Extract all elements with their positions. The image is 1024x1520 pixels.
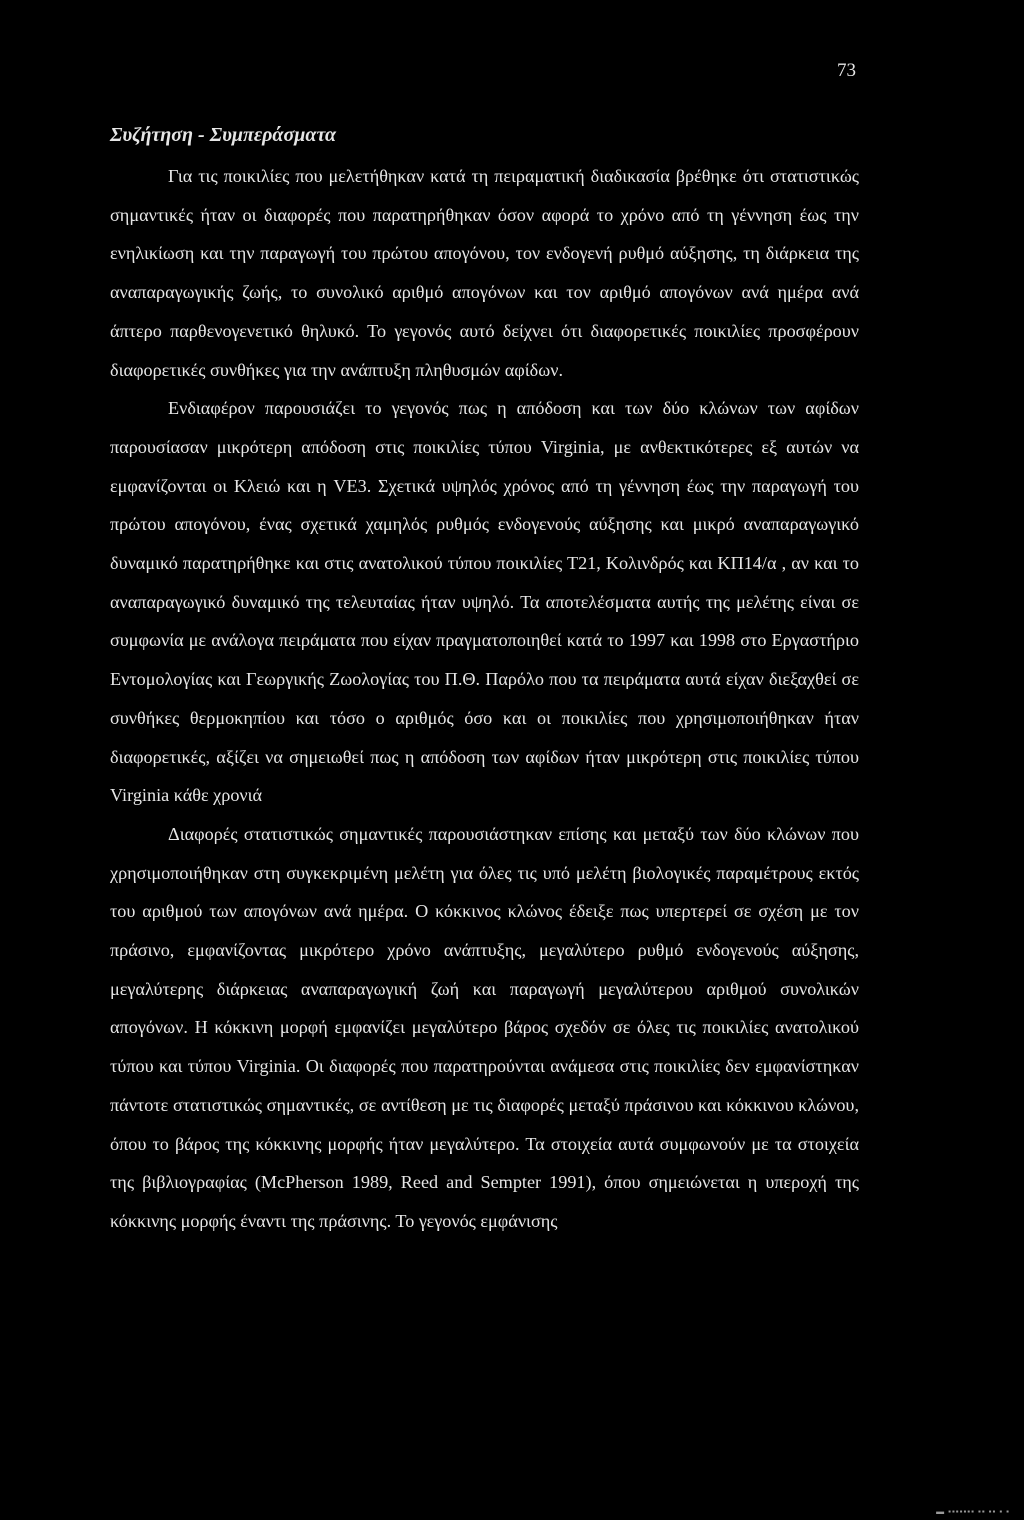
paragraph-3: Διαφορές στατιστικώς σημαντικές παρουσιάστηκαν επίσης και μεταξύ των δύο κλώνων που χρησιμοποιήθηκαν στη συγκεκριμένη μελέτη για όλες τις υπό μελέτη βιολογικές παραμέτρους εκτός του αριθμού των απογόνων ανά ημέρα. Ο κόκκινος κλώνος έδειξε πως υπερτερεί σε σχέση με τον πράσινο, εμφανίζοντας μικρότερο χρόνο ανάπτυξης, μεγαλύτερο ρυθμό ενδογενούς αύξησης, μεγαλύτερης διάρκειας αναπαραγωγική ζωή και παραγωγή μεγαλύτερου αριθμού συνολικών απογόνων. Η κόκκινη μορφή εμφανίζει μεγαλύτερο βάρος σχεδόν σε όλες τις ποικιλίες ανατολικού τύπου και τύπου Virginia. Οι διαφορές που παρατηρούνται ανάμεσα στις ποικιλίες δεν εμφανίστηκαν πάντοτε στατιστικώς σημαντικές, σε αντίθεση με τις διαφορές μεταξύ πράσινου και κόκκινου κλώνου, όπου το βάρος της κόκκινης μορφής ήταν μεγαλύτερο. Τα στοιχεία αυτά συμφωνούν με τα στοιχεία της βιβλιογραφίας (McPherson 1989, Reed and Sempter 1991), όπου σημειώνεται η υπεροχή της κόκκινης μορφής έναντι της πράσινης. Το γεγονός εμφάνισης	[110, 823, 859, 1231]
paragraph-2: Ενδιαφέρον παρουσιάζει το γεγονός πως η απόδοση και των δύο κλώνων των αφίδων παρουσίασαν μικρότερη απόδοση στις ποικιλίες τύπου Virginia, με ανθεκτικότερες εξ αυτών να εμφανίζονται οι Κλειώ και η VE3. Σχετικά υψηλός χρόνος από τη γέννηση έως την παραγωγή του πρώτου απογόνου, ένας σχετικά χαμηλός ρυθμός ενδογενούς αύξησης και μικρό αναπαραγωγικό δυναμικό παρατηρήθηκε και στις ανατολικού τύπου ποικιλίες Τ21, Κολινδρός και ΚΠ14/α , αν και το αναπαραγωγικό δυναμικό της τελευταίας ήταν υψηλό. Τα αποτελέσματα αυτής της μελέτης είναι σε συμφωνία με ανάλογα πειράματα που είχαν πραγματοποιηθεί κατά το 1997 και 1998 στο Εργαστήριο Εντομολογίας και Γεωργικής Ζωολογίας του Π.Θ. Παρόλο που τα πειράματα αυτά είχαν διεξαχθεί σε συνθήκες θερμοκηπίου και τόσο ο αριθμός όσο και οι ποικιλίες που χρησιμοποιήθηκαν ήταν διαφορετικές, αξίζει να σημειωθεί πως η απόδοση των αφίδων ήταν μικρότερη στις ποικιλίες τύπου Virginia κάθε χρονιά	[110, 398, 859, 806]
section-heading: Συζήτηση - Συμπεράσματα	[110, 124, 337, 146]
page-number: 73	[837, 60, 856, 81]
body-text	[110, 157, 859, 1241]
paragraph-1: Για τις ποικιλίες που μελετήθηκαν κατά τη πειραματική διαδικασία βρέθηκε ότι στατιστικώς σημαντικές ήταν οι διαφορές που παρατηρήθηκαν όσον αφορά το χρόνο από τη γέννηση έως την ενηλικίωση και την παραγωγή του πρώτου απογόνου, τον ενδογενή ρυθμό αύξησης, τη διάρκεια της αναπαραγωγικής ζωής, το συνολικό αριθμό απογόνων και τον αριθμό απογόνων ανά ημέρα ανά άπτερο παρθενογενετικό θηλυκό. Το γεγονός αυτό δείχνει ότι διαφορετικές ποικιλίες προσφέρουν διαφορετικές συνθήκες για την ανάπτυξη πληθυσμών αφίδων.	[110, 166, 859, 380]
scan-artifact-mark: ▬ ▪▪▪▪▪▪▪ ▪▪ ▪▪ ▪ ▪	[936, 1507, 1010, 1516]
